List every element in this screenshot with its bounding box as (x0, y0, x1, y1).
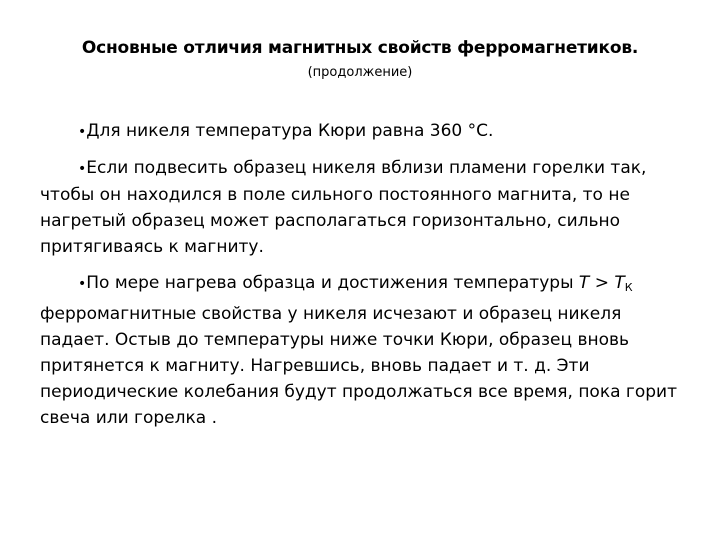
slide-body (40, 118, 690, 441)
bullet-paragraph-2 (40, 155, 690, 260)
paragraph-3-text-end: ферромагнитные свойства у никеля исчезают и образец никеля падает. Остыв до температуры ниже точки Кюри, образец вновь притянется к магниту. Нагревшись, вновь падает и т. д. Эти периодические колебания будут продолжаться все время, пока горит свеча или горелка . (40, 304, 677, 428)
paragraph-1-text: Для никеля температура Кюри равна 360 °С. (86, 121, 494, 141)
curie-subscript: К (624, 281, 633, 294)
slide-title: Основные отличия магнитных свойств ферромагнетиков. (81, 38, 639, 58)
bullet-icon: • (78, 124, 87, 140)
greater-than-sign: > (589, 273, 615, 293)
bullet-paragraph-3 (40, 270, 690, 431)
paragraph-3-text-start: По мере нагрева образца и достижения температуры (86, 273, 579, 293)
bullet-icon: • (78, 276, 87, 292)
temperature-symbol: T (578, 273, 590, 293)
slide-subtitle: (продолжение) (307, 65, 413, 80)
paragraph-2-text: Если подвесить образец никеля вблизи пламени горелки так, чтобы он находился в поле сильного постоянного магнита, то не нагретый образец может располагаться горизонтально, сильно притягиваясь к магниту. (40, 158, 647, 257)
bullet-paragraph-1 (40, 118, 690, 145)
bullet-icon: • (78, 161, 87, 177)
curie-temperature-symbol: T (614, 273, 625, 293)
